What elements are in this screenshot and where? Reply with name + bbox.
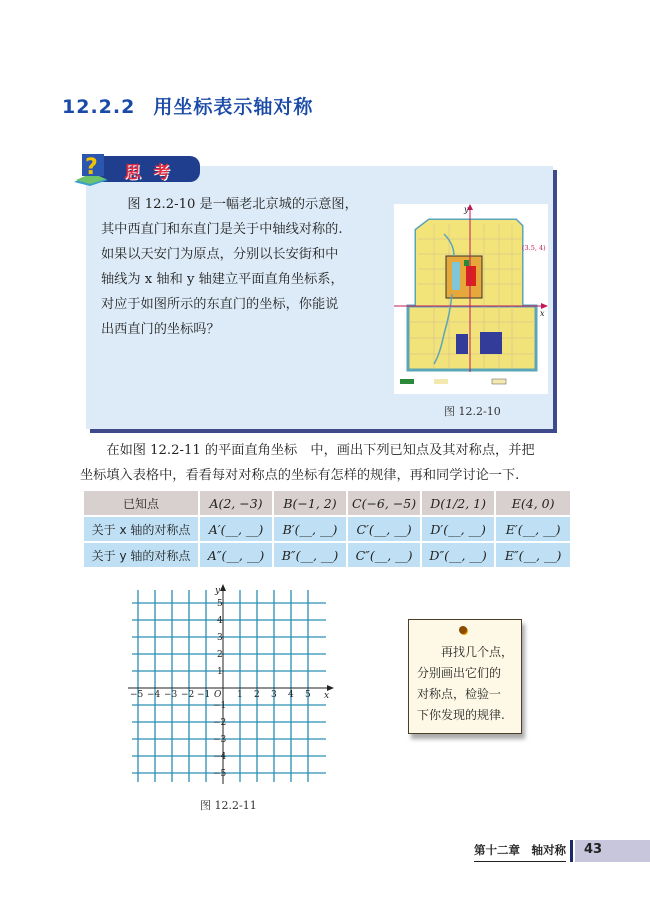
think-tag bbox=[66, 152, 204, 186]
y-tick: 3 bbox=[217, 633, 223, 643]
y-tick: −5 bbox=[213, 769, 227, 779]
table-cell[interactable]: C′(__, __) bbox=[347, 516, 421, 542]
paragraph-line: 在如图 12.2-11 的平面直角坐标 中，画出下列已知点及其对称点，并把 bbox=[106, 443, 535, 458]
y-tick: 4 bbox=[217, 616, 223, 626]
y-tick: −2 bbox=[213, 718, 227, 728]
y-tick: −3 bbox=[213, 735, 227, 745]
table-header-cell: C(−6, −5) bbox=[347, 490, 421, 516]
table-cell[interactable]: A′(__, __) bbox=[199, 516, 273, 542]
think-line: 其中西直门和东直门是关于中轴线对称的. bbox=[101, 222, 343, 237]
chapter-label: 第十二章 轴对称 bbox=[474, 842, 566, 862]
x-tick: 3 bbox=[271, 690, 277, 700]
note-text bbox=[417, 642, 517, 726]
x-tick: 4 bbox=[288, 690, 294, 700]
y-tick: −1 bbox=[213, 701, 227, 711]
think-text bbox=[101, 192, 379, 342]
table-header-cell: 已知点 bbox=[83, 490, 199, 516]
y-tick: 2 bbox=[217, 650, 223, 660]
y-tick: 1 bbox=[217, 667, 223, 677]
table-header-cell: B(−1, 2) bbox=[273, 490, 347, 516]
table-cell[interactable]: B′(__, __) bbox=[273, 516, 347, 542]
table-header-row bbox=[83, 490, 571, 516]
table-cell[interactable]: E′(__, __) bbox=[495, 516, 571, 542]
grid-caption: 图 12.2-11 bbox=[200, 799, 257, 812]
page-number: 43 bbox=[584, 842, 603, 857]
y-tick: 5 bbox=[217, 599, 223, 609]
beijing-map-figure bbox=[394, 204, 548, 394]
x-tick: −5 bbox=[130, 690, 144, 700]
x-tick: −4 bbox=[147, 690, 161, 700]
symmetry-table bbox=[82, 489, 572, 569]
section-number: 12.2.2 bbox=[62, 96, 136, 118]
table-cell[interactable]: E″(__, __) bbox=[495, 542, 571, 568]
note-line: 再找几个点， bbox=[441, 645, 514, 659]
table-header-cell: A(2, −3) bbox=[199, 490, 273, 516]
note-line: 对称点，检验一 bbox=[417, 687, 502, 701]
section-heading bbox=[62, 92, 313, 119]
x-axis-label: x bbox=[324, 691, 330, 701]
x-tick: 5 bbox=[305, 690, 311, 700]
note-line: 下你发现的规律. bbox=[417, 708, 505, 722]
think-line: 如果以天安门为原点，分别以长安街和中 bbox=[101, 247, 339, 262]
svg-text:?: ? bbox=[85, 155, 98, 180]
section-title: 用坐标表示轴对称 bbox=[153, 96, 314, 118]
think-label: 思考 bbox=[124, 163, 182, 183]
table-cell[interactable]: D′(__, __) bbox=[421, 516, 495, 542]
note-line: 分别画出它们的 bbox=[417, 666, 502, 680]
map-x-label: x bbox=[540, 309, 545, 318]
x-tick: −1 bbox=[197, 690, 211, 700]
x-tick: −2 bbox=[181, 690, 195, 700]
table-row bbox=[83, 516, 571, 542]
think-line: 出西直门的坐标吗？ bbox=[101, 322, 220, 337]
think-line: 图 12.2-10 是一幅老北京城的示意图， bbox=[127, 197, 358, 212]
map-y-label: y bbox=[464, 205, 469, 214]
x-tick: −3 bbox=[164, 690, 178, 700]
footer-divider bbox=[570, 840, 573, 862]
dongzhimen-coordinate: (3.5, 4) bbox=[522, 244, 546, 252]
think-line: 对应于如图所示的东直门的坐标，你能说 bbox=[101, 297, 339, 312]
sticky-note bbox=[408, 619, 522, 734]
y-axis-label: y bbox=[215, 586, 221, 596]
table-row-label: 关于 y 轴的对称点 bbox=[83, 542, 199, 568]
think-line: 轴线为 x 轴和 y 轴建立平面直角坐标系， bbox=[101, 272, 344, 287]
coordinate-grid bbox=[124, 584, 334, 790]
y-tick: −4 bbox=[213, 752, 227, 762]
table-header-cell: D(1/2, 1) bbox=[421, 490, 495, 516]
question-book-icon bbox=[72, 152, 110, 186]
origin-label: O bbox=[214, 690, 222, 700]
table-row bbox=[83, 542, 571, 568]
table-cell[interactable]: B″(__, __) bbox=[273, 542, 347, 568]
body-paragraph bbox=[80, 438, 590, 488]
paragraph-line: 坐标填入表格中，看看每对对称点的坐标有怎样的规律，再和同学讨论一下. bbox=[80, 468, 520, 483]
map-caption: 图 12.2-10 bbox=[444, 405, 501, 418]
table-cell[interactable]: A″(__, __) bbox=[199, 542, 273, 568]
table-row-label: 关于 x 轴的对称点 bbox=[83, 516, 199, 542]
x-tick: 2 bbox=[254, 690, 260, 700]
table-header-cell: E(4, 0) bbox=[495, 490, 571, 516]
table-cell[interactable]: D″(__, __) bbox=[421, 542, 495, 568]
table-cell[interactable]: C″(__, __) bbox=[347, 542, 421, 568]
x-tick: 1 bbox=[237, 690, 243, 700]
pushpin-icon bbox=[459, 626, 467, 634]
